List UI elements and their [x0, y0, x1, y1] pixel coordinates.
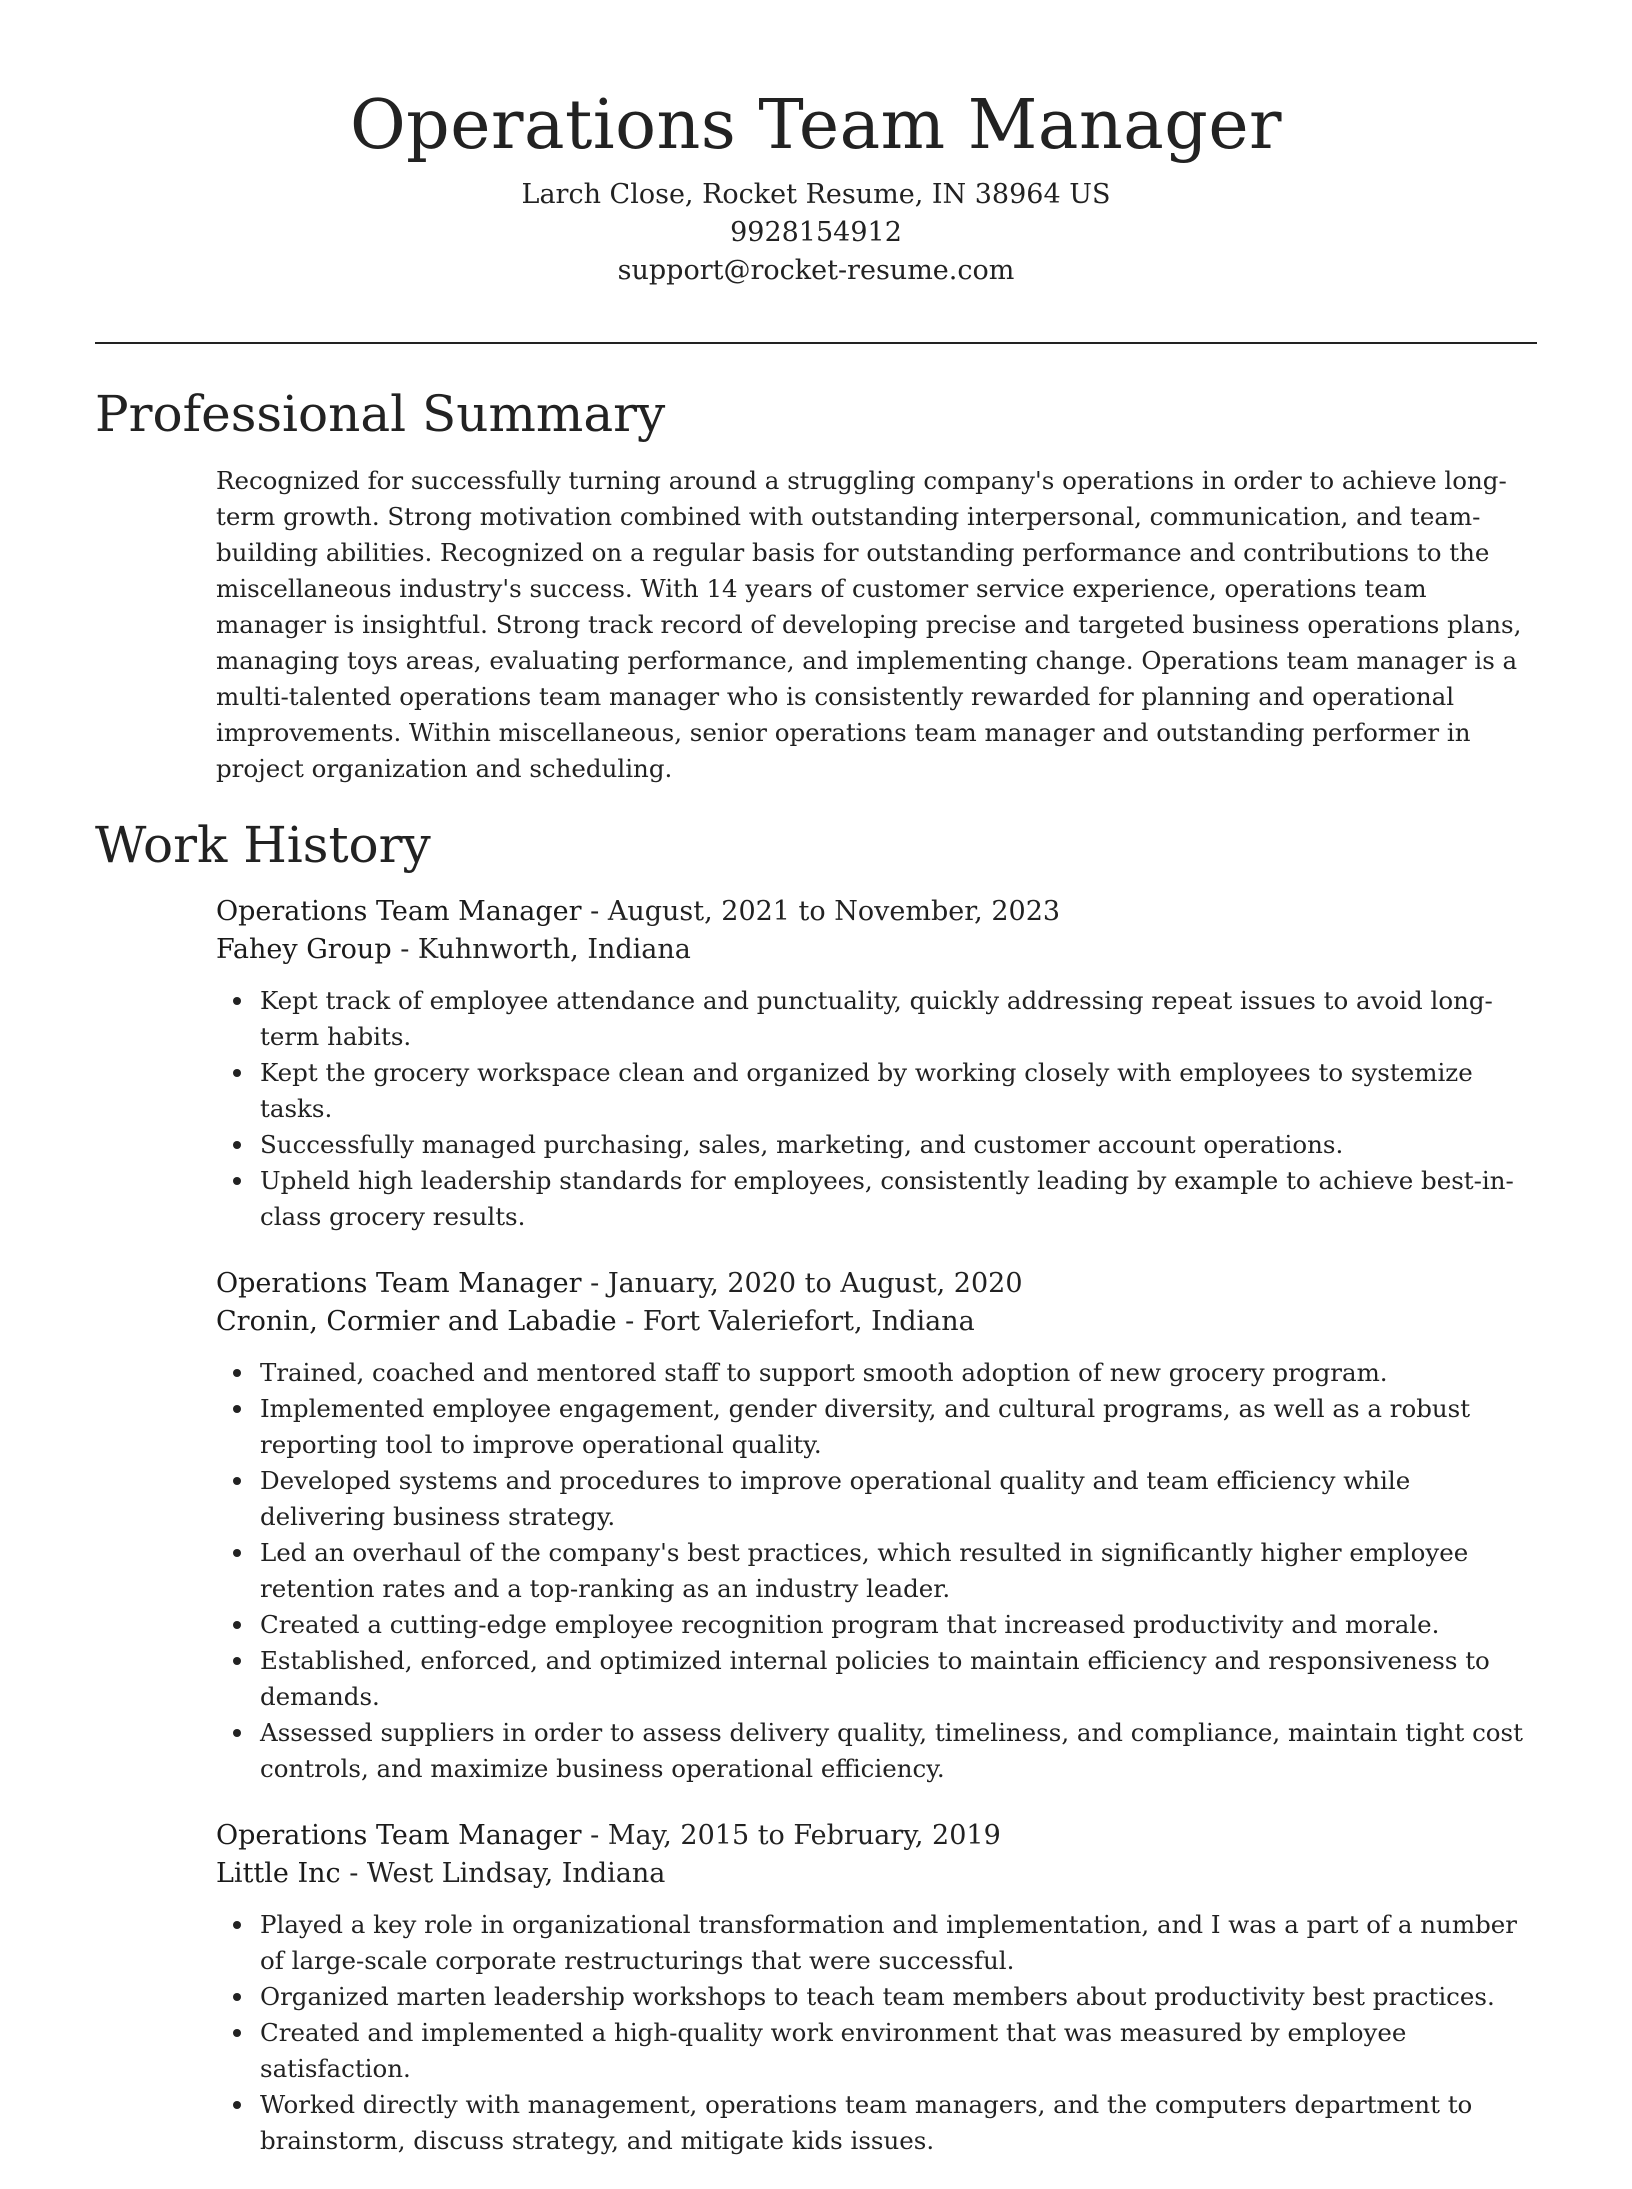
job-bullet: Successfully managed purchasing, sales, marketing, and customer account operations. [260, 1127, 1536, 1163]
job-bullet: Played a key role in organizational transformation and implementation, and I was a part of a number of large-scale corporate restructurings that were successful. [260, 1907, 1536, 1979]
work-history-heading: Work History [95, 816, 431, 874]
job-location: - West Lindsay, Indiana [340, 1858, 666, 1889]
job-bullet: Led an overhaul of the company's best practices, which resulted in significantly higher employee retention rates and a top-ranking as an industry leader. [260, 1535, 1536, 1607]
summary-heading: Professional Summary [95, 385, 666, 443]
job-company: Fahey Group [216, 934, 392, 965]
job-bullets [216, 1907, 1536, 2159]
job-role: Operations Team Manager [216, 896, 582, 927]
job-title-line [216, 1817, 1536, 1855]
job-company-line [216, 1303, 1536, 1341]
job-entry [216, 1817, 1536, 2159]
job-bullets [216, 1355, 1536, 1787]
job-title-line [216, 1265, 1536, 1303]
resume-header [0, 0, 1632, 290]
header-divider [95, 342, 1537, 344]
job-bullet: Kept track of employee attendance and punctuality, quickly addressing repeat issues to avoid long-term habits. [260, 983, 1536, 1055]
work-history-list [216, 893, 1536, 2189]
job-dates: - May, 2015 to February, 2019 [581, 1820, 1001, 1851]
job-bullet: Implemented employee engagement, gender diversity, and cultural programs, as well as a robust reporting tool to improve operational quality. [260, 1391, 1536, 1463]
job-company: Little Inc [216, 1858, 341, 1889]
job-location: - Kuhnworth, Indiana [391, 934, 691, 965]
job-company-line [216, 931, 1536, 969]
summary-text: Recognized for successfully turning around a struggling company's operations in order to achieve long-term growth. Strong motivation combined with outstanding interpersonal, communication, and team-building abilities. Recognized on a regular basis for outstanding performance and contributions to the miscellaneous industry's success. With 14 years of customer service experience, operations team manager is insightful. Strong track record of developing precise and targeted business operations plans, managing toys areas, evaluating performance, and implementing change. Operations team manager is a multi-talented operations team manager who is consistently rewarded for planning and operational improvements. Within miscellaneous, senior operations team manager and outstanding performer in project organization and scheduling. [216, 466, 1522, 783]
job-entry [216, 893, 1536, 1235]
job-company-line [216, 1855, 1536, 1893]
job-bullet: Established, enforced, and optimized internal policies to maintain efficiency and responsiveness to demands. [260, 1643, 1536, 1715]
job-company: Cronin, Cormier and Labadie [216, 1306, 617, 1337]
job-bullet: Assessed suppliers in order to assess delivery quality, timeliness, and compliance, maintain tight cost controls, and maximize business operational efficiency. [260, 1715, 1536, 1787]
address: Larch Close, Rocket Resume, IN 38964 US [521, 179, 1111, 210]
phone-number: 9928154912 [730, 217, 902, 248]
job-bullet: Organized marten leadership workshops to teach team members about productivity best practices. [260, 1979, 1536, 2015]
job-bullets [216, 983, 1536, 1235]
job-bullet: Created a cutting-edge employee recognition program that increased productivity and morale. [260, 1607, 1536, 1643]
job-dates: - January, 2020 to August, 2020 [581, 1268, 1023, 1299]
job-bullet: Created and implemented a high-quality work environment that was measured by employee satisfaction. [260, 2015, 1536, 2087]
job-entry [216, 1265, 1536, 1787]
job-role: Operations Team Manager [216, 1268, 582, 1299]
contact-info [0, 176, 1632, 290]
job-location: - Fort Valeriefort, Indiana [616, 1306, 975, 1337]
job-bullet: Developed systems and procedures to improve operational quality and team efficiency while delivering business strategy. [260, 1463, 1536, 1535]
job-bullet: Upheld high leadership standards for employees, consistently leading by example to achieve best-in-class grocery results. [260, 1163, 1536, 1235]
job-role: Operations Team Manager [216, 1820, 582, 1851]
email-address: support@rocket-resume.com [617, 255, 1015, 286]
job-bullet: Trained, coached and mentored staff to support smooth adoption of new grocery program. [260, 1355, 1536, 1391]
job-bullet: Kept the grocery workspace clean and organized by working closely with employees to systemize tasks. [260, 1055, 1536, 1127]
candidate-name: Operations Team Manager [349, 86, 1283, 165]
job-dates: - August, 2021 to November, 2023 [581, 896, 1061, 927]
job-bullet: Worked directly with management, operations team managers, and the computers department to brainstorm, discuss strategy, and mitigate kids issues. [260, 2087, 1536, 2159]
job-title-line [216, 893, 1536, 931]
